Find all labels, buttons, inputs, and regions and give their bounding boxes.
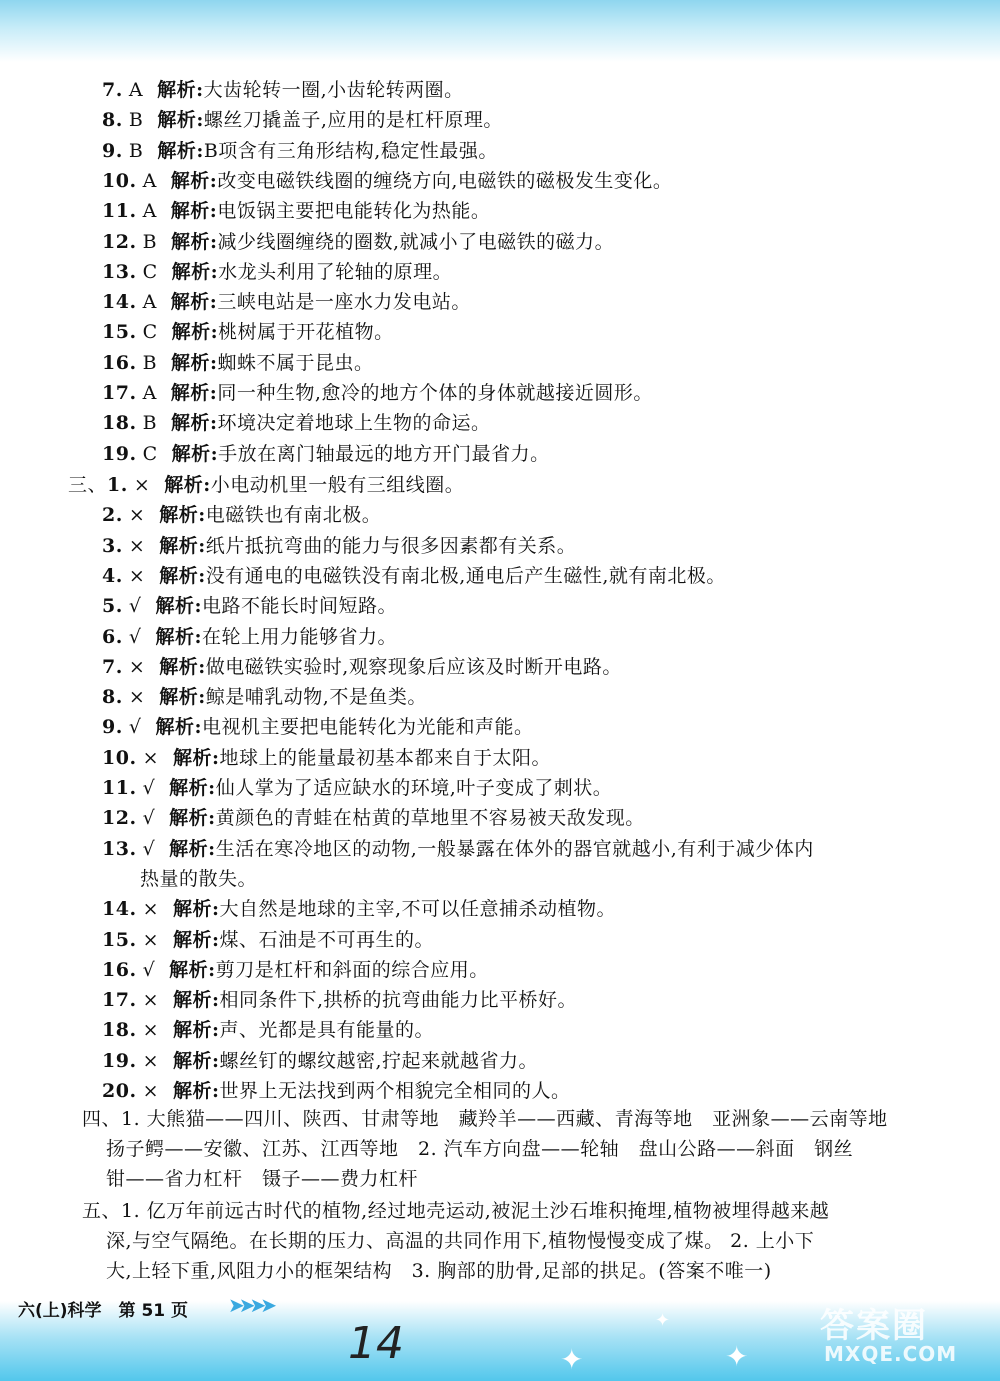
analysis-text: 蜘蛛不属于昆虫。 xyxy=(217,351,374,374)
item-number: 7. xyxy=(102,79,123,101)
item-answer: √ xyxy=(142,807,156,830)
analysis-label: 解析: xyxy=(164,474,211,496)
item-number: 15. xyxy=(102,928,137,951)
analysis-text: 没有通电的电磁铁没有南北极,通电后产生磁性,就有南北极。 xyxy=(205,564,726,587)
arrow-decor-icon: ➤➤➤➤ xyxy=(228,1293,272,1317)
analysis-label: 解析: xyxy=(172,928,220,951)
answer-row xyxy=(102,1078,571,1104)
analysis-text: 三峡电站是一座水力发电站。 xyxy=(217,291,471,314)
item-number: 7. xyxy=(102,655,123,678)
answer-row xyxy=(102,987,577,1013)
analysis-text: 环境决定着地球上生物的命运。 xyxy=(217,412,491,435)
answer-row xyxy=(102,502,381,528)
answer-row xyxy=(102,289,471,315)
analysis-label: 解析: xyxy=(169,837,216,860)
item-answer: B xyxy=(142,230,158,253)
analysis-label: 解析: xyxy=(170,291,218,314)
item-number: 14. xyxy=(102,898,137,921)
answer-row xyxy=(102,533,576,559)
answer-row xyxy=(102,896,616,922)
item-answer: × xyxy=(142,746,159,769)
analysis-text: 仙人掌为了适应缺水的环境,叶子变成了刺状。 xyxy=(215,777,613,799)
item-answer: × xyxy=(142,898,159,921)
answer-row xyxy=(102,563,726,589)
section-5-block xyxy=(82,1196,829,1286)
answer-row xyxy=(102,229,614,255)
section-4-line: 四、1. 大熊猫——四川、陕西、甘肃等地 藏羚羊——西藏、青海等地 亚洲象——云南等地 xyxy=(82,1108,888,1130)
answer-row xyxy=(102,441,550,467)
analysis-label: 解析: xyxy=(170,382,218,404)
answer-row xyxy=(102,350,374,376)
item-number: 2. xyxy=(102,504,123,527)
item-number: 19. xyxy=(102,1049,137,1072)
analysis-label: 解析: xyxy=(172,1019,220,1042)
answer-row-continuation: 热量的散失。 xyxy=(140,867,258,890)
analysis-label: 解析: xyxy=(169,807,216,830)
item-answer: × xyxy=(133,474,151,496)
answer-row xyxy=(102,259,452,285)
answer-row xyxy=(102,168,672,194)
analysis-text: 大自然是地球的主宰,不可以任意捕杀动植物。 xyxy=(219,898,617,921)
analysis-label: 解析: xyxy=(172,746,220,769)
analysis-label: 解析: xyxy=(172,989,220,1012)
analysis-text: 小电动机里一般有三组线圈。 xyxy=(210,474,465,496)
analysis-label: 解析: xyxy=(171,321,219,344)
top-decor-band xyxy=(0,0,1000,62)
item-number: 4. xyxy=(102,564,123,587)
analysis-text: 生活在寒冷地区的动物,一般暴露在体外的器官就越小,有利于减少体内 xyxy=(215,837,814,860)
answer-row xyxy=(102,624,397,650)
item-answer: B xyxy=(128,109,144,132)
item-number: 14. xyxy=(102,291,137,314)
item-number: 6. xyxy=(102,625,123,648)
item-answer: C xyxy=(142,442,158,465)
item-number: 15. xyxy=(102,321,137,344)
item-number: 18. xyxy=(102,1019,137,1042)
item-answer: B xyxy=(128,139,144,162)
analysis-text: 电路不能长时间短路。 xyxy=(201,595,397,618)
analysis-label: 解析: xyxy=(171,260,219,283)
item-number: 13. xyxy=(102,260,137,283)
item-answer: A xyxy=(142,382,157,404)
answer-row xyxy=(102,319,394,345)
item-number: 8. xyxy=(102,686,123,709)
analysis-text: 黄颜色的青蛙在枯黄的草地里不容易被天敌发现。 xyxy=(215,807,645,830)
section-4-block xyxy=(82,1104,888,1194)
item-answer: × xyxy=(142,1019,159,1042)
analysis-text: 减少线圈缠绕的圈数,就减小了电磁铁的磁力。 xyxy=(217,230,615,253)
analysis-text: 改变电磁铁线圈的缠绕方向,电磁铁的磁极发生变化。 xyxy=(217,169,673,192)
item-number: 17. xyxy=(102,382,137,404)
analysis-text: 桃树属于开花植物。 xyxy=(218,321,394,344)
analysis-label: 解析: xyxy=(157,79,204,101)
item-answer: √ xyxy=(128,716,142,739)
analysis-text: 同一种生物,愈冷的地方个体的身体就越接近圆形。 xyxy=(217,382,653,404)
item-number: 18. xyxy=(102,412,137,435)
item-answer: C xyxy=(142,321,158,344)
analysis-label: 解析: xyxy=(169,958,216,981)
analysis-text: 做电磁铁实验时,观察现象后应该及时断开电路。 xyxy=(205,655,622,678)
analysis-text: 电视机主要把电能转化为光能和声能。 xyxy=(201,716,534,739)
analysis-label: 解析: xyxy=(159,504,206,527)
analysis-text: 世界上无法找到两个相貌完全相同的人。 xyxy=(219,1080,571,1102)
analysis-label: 解析: xyxy=(171,412,218,435)
item-answer: A xyxy=(142,291,157,314)
answer-row xyxy=(102,410,491,436)
item-number: 1. xyxy=(107,474,128,496)
analysis-label: 解析: xyxy=(157,139,204,162)
analysis-label: 解析: xyxy=(172,898,220,921)
item-number: 20. xyxy=(102,1080,137,1102)
item-answer: × xyxy=(142,1049,159,1072)
analysis-text: 煤、石油是不可再生的。 xyxy=(219,928,435,951)
item-answer: A xyxy=(142,200,157,223)
item-number: 11. xyxy=(102,200,137,223)
item-number: 11. xyxy=(102,777,137,799)
item-answer: × xyxy=(128,534,146,557)
answer-row xyxy=(102,77,464,103)
sparkle-icon: ✦ xyxy=(725,1340,749,1373)
analysis-label: 解析: xyxy=(171,442,219,465)
analysis-text: B项含有三角形结构,稳定性最强。 xyxy=(203,139,498,162)
analysis-label: 解析: xyxy=(157,109,204,132)
page-footer: 六(上)科学 第 51 页 xyxy=(18,1301,189,1321)
section-5-line: 大,上轻下重,风阻力小的框架结构 3. 胸部的肋骨,足部的拱足。(答案不唯一) xyxy=(106,1260,772,1282)
analysis-text: 螺丝刀撬盖子,应用的是杠杆原理。 xyxy=(203,109,503,132)
analysis-text: 电饭锅主要把电能转化为热能。 xyxy=(217,200,491,223)
answer-row xyxy=(102,198,490,224)
item-number: 10. xyxy=(102,746,137,769)
item-answer: C xyxy=(142,260,158,283)
analysis-text: 手放在离门轴最远的地方开门最省力。 xyxy=(218,442,550,465)
item-number: 19. xyxy=(102,442,137,465)
analysis-label: 解析: xyxy=(155,625,202,648)
analysis-text: 相同条件下,拱桥的抗弯曲能力比平桥好。 xyxy=(219,989,578,1012)
answer-row xyxy=(102,805,645,831)
answer-row xyxy=(102,138,498,164)
analysis-label: 解析: xyxy=(155,595,202,618)
item-answer: × xyxy=(128,504,146,527)
watermark-logo: 答案圈 MXQE.COM xyxy=(820,1306,958,1366)
item-answer: × xyxy=(128,564,146,587)
item-answer: × xyxy=(128,655,146,678)
answer-row xyxy=(102,380,653,406)
item-answer: √ xyxy=(128,595,142,618)
section-prefix: 三、 xyxy=(68,474,108,496)
section-4-line: 扬子鳄——安徽、江苏、江西等地 2. 汽车方向盘——轮轴 盘山公路——斜面 钢丝 xyxy=(106,1138,854,1160)
answer-row xyxy=(102,654,622,680)
item-answer: × xyxy=(142,928,159,951)
handwritten-page-number: 14 xyxy=(348,1318,404,1369)
section-4-line: 钳——省力杠杆 镊子——费力杠杆 xyxy=(106,1168,419,1190)
answer-row xyxy=(102,927,434,953)
item-answer: √ xyxy=(142,777,156,799)
item-answer: √ xyxy=(142,958,156,981)
answer-row xyxy=(102,957,489,983)
item-answer: A xyxy=(142,169,157,192)
item-answer: B xyxy=(142,412,158,435)
item-number: 17. xyxy=(102,989,137,1012)
analysis-label: 解析: xyxy=(159,686,206,709)
item-answer: × xyxy=(128,686,146,709)
answer-row xyxy=(102,1048,538,1074)
analysis-label: 解析: xyxy=(171,230,218,253)
sparkle-icon: ✦ xyxy=(655,1310,671,1331)
item-number: 10. xyxy=(102,169,137,192)
item-answer: √ xyxy=(128,625,142,648)
analysis-text: 电磁铁也有南北极。 xyxy=(205,504,382,527)
answer-row xyxy=(68,472,464,498)
analysis-text: 地球上的能量最初基本都来自于太阳。 xyxy=(219,746,552,769)
analysis-text: 螺丝钉的螺纹越密,拧起来就越省力。 xyxy=(219,1049,539,1072)
analysis-label: 解析: xyxy=(159,564,206,587)
analysis-label: 解析: xyxy=(159,534,206,557)
sparkle-icon: ✦ xyxy=(560,1343,584,1376)
item-number: 13. xyxy=(102,837,137,860)
analysis-label: 解析: xyxy=(159,655,206,678)
item-number: 5. xyxy=(102,595,123,618)
answer-row xyxy=(102,684,427,710)
analysis-text: 水龙头利用了轮轴的原理。 xyxy=(218,260,453,283)
answer-row xyxy=(102,593,397,619)
item-number: 16. xyxy=(102,958,137,981)
analysis-text: 声、光都是具有能量的。 xyxy=(219,1019,435,1042)
item-answer: × xyxy=(142,989,159,1012)
item-answer: √ xyxy=(142,837,156,860)
analysis-label: 解析: xyxy=(155,716,202,739)
item-answer: A xyxy=(128,79,144,101)
item-number: 9. xyxy=(102,139,123,162)
item-answer: B xyxy=(142,351,158,374)
item-number: 12. xyxy=(102,807,137,830)
answer-row xyxy=(102,745,551,771)
analysis-label: 解析: xyxy=(170,200,218,223)
analysis-label: 解析: xyxy=(172,1080,220,1102)
item-answer: × xyxy=(142,1080,159,1102)
item-number: 16. xyxy=(102,351,137,374)
answer-row xyxy=(102,107,503,133)
answer-row xyxy=(102,1017,434,1043)
answer-row xyxy=(102,775,612,801)
analysis-label: 解析: xyxy=(172,1049,220,1072)
item-number: 9. xyxy=(102,716,123,739)
analysis-text: 大齿轮转一圈,小齿轮转两圈。 xyxy=(203,79,464,101)
analysis-text: 鲸是哺乳动物,不是鱼类。 xyxy=(205,686,427,709)
analysis-text: 在轮上用力能够省力。 xyxy=(201,625,397,648)
analysis-label: 解析: xyxy=(169,777,216,799)
analysis-label: 解析: xyxy=(171,351,218,374)
item-number: 3. xyxy=(102,534,123,557)
item-number: 12. xyxy=(102,230,137,253)
section-5-line: 深,与空气隔绝。在长期的压力、高温的共同作用下,植物慢慢变成了煤。 2. 上小下 xyxy=(106,1230,815,1252)
answer-row xyxy=(102,714,533,740)
answer-row xyxy=(102,836,814,862)
analysis-text: 纸片抵抗弯曲的能力与很多因素都有关系。 xyxy=(205,534,577,557)
section-5-line: 五、1. 亿万年前远古时代的植物,经过地壳运动,被泥土沙石堆积掩埋,植物被埋得越来越 xyxy=(82,1200,830,1222)
item-number: 8. xyxy=(102,109,123,132)
analysis-text: 剪刀是杠杆和斜面的综合应用。 xyxy=(215,958,489,981)
analysis-label: 解析: xyxy=(170,169,218,192)
